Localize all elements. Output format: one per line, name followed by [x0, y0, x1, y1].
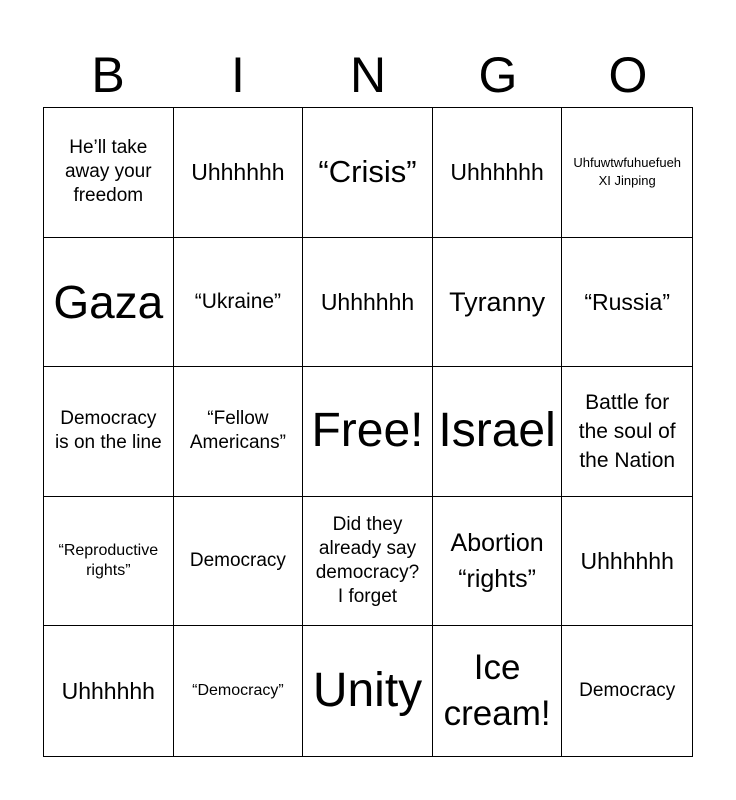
bingo-cell[interactable]: [44, 626, 174, 756]
bingo-cell[interactable]: [562, 108, 692, 238]
bingo-cell[interactable]: [562, 367, 692, 497]
cell-text: Uhhhhhh: [191, 159, 285, 186]
bingo-cell[interactable]: [303, 497, 433, 627]
cell-text: Democracy: [579, 680, 676, 702]
bingo-cell[interactable]: [174, 626, 304, 756]
cell-text: He’ll take away your freedom: [64, 137, 152, 207]
bingo-cell[interactable]: [174, 497, 304, 627]
header-letter-o: O: [608, 47, 648, 103]
cell-text: “Ukraine”: [194, 290, 282, 314]
bingo-cell[interactable]: [433, 497, 563, 627]
bingo-cell[interactable]: [174, 367, 304, 497]
header-letter-g: G: [478, 47, 518, 103]
cell-text: Uhhhhhh: [320, 288, 415, 315]
cell-text: Democracy is on the line: [54, 408, 162, 454]
cell-text: Battle for the soul of the Nation: [578, 390, 676, 472]
header-letter-b: B: [91, 47, 125, 103]
bingo-cell[interactable]: [303, 108, 433, 238]
header-letter-n: N: [349, 47, 387, 103]
cell-text: “Democracy”: [192, 682, 284, 700]
cell-text: Uhhhhhh: [580, 548, 674, 575]
cell-text: Democracy: [189, 550, 286, 572]
bingo-cell[interactable]: [174, 238, 304, 368]
cell-text: Abortion “rights”: [450, 529, 544, 594]
bingo-cell[interactable]: [562, 626, 692, 756]
bingo-cell[interactable]: [44, 497, 174, 627]
bingo-cell[interactable]: [433, 238, 563, 368]
bingo-cell[interactable]: [433, 367, 563, 497]
bingo-cell[interactable]: [303, 626, 433, 756]
cell-text: “Reproductive rights”: [58, 542, 159, 580]
cell-text: Uhhhhhh: [450, 159, 544, 186]
bingo-cell[interactable]: [562, 497, 692, 627]
bingo-header: [43, 44, 693, 106]
bingo-cell[interactable]: [174, 108, 304, 238]
cell-text: “Fellow Americans”: [189, 408, 286, 454]
cell-text: Ice cream!: [443, 648, 551, 734]
bingo-cell[interactable]: [44, 238, 174, 368]
cell-text: Gaza: [53, 275, 164, 328]
bingo-cell[interactable]: [562, 238, 692, 368]
bingo-cell[interactable]: [303, 367, 433, 497]
cell-text: Uhhhhhh: [61, 678, 155, 705]
cell-text: “Russia”: [584, 288, 670, 315]
cell-text: Free!: [311, 404, 424, 458]
cell-text: Israel: [438, 404, 556, 458]
cell-text: Uhfuwtwfuhuefueh XI Jinping: [573, 155, 682, 189]
bingo-cell[interactable]: [44, 367, 174, 497]
cell-text: Unity: [312, 664, 423, 718]
bingo-cell[interactable]: [44, 108, 174, 238]
bingo-cell[interactable]: [433, 626, 563, 756]
cell-text: “Crisis”: [318, 154, 417, 190]
bingo-cell[interactable]: [303, 238, 433, 368]
cell-text: Did they already say democracy? I forget: [315, 514, 420, 608]
header-letter-i: I: [231, 47, 245, 103]
bingo-cell[interactable]: [433, 108, 563, 238]
cell-text: Tyranny: [449, 286, 546, 317]
bingo-card-grid: [43, 107, 693, 757]
